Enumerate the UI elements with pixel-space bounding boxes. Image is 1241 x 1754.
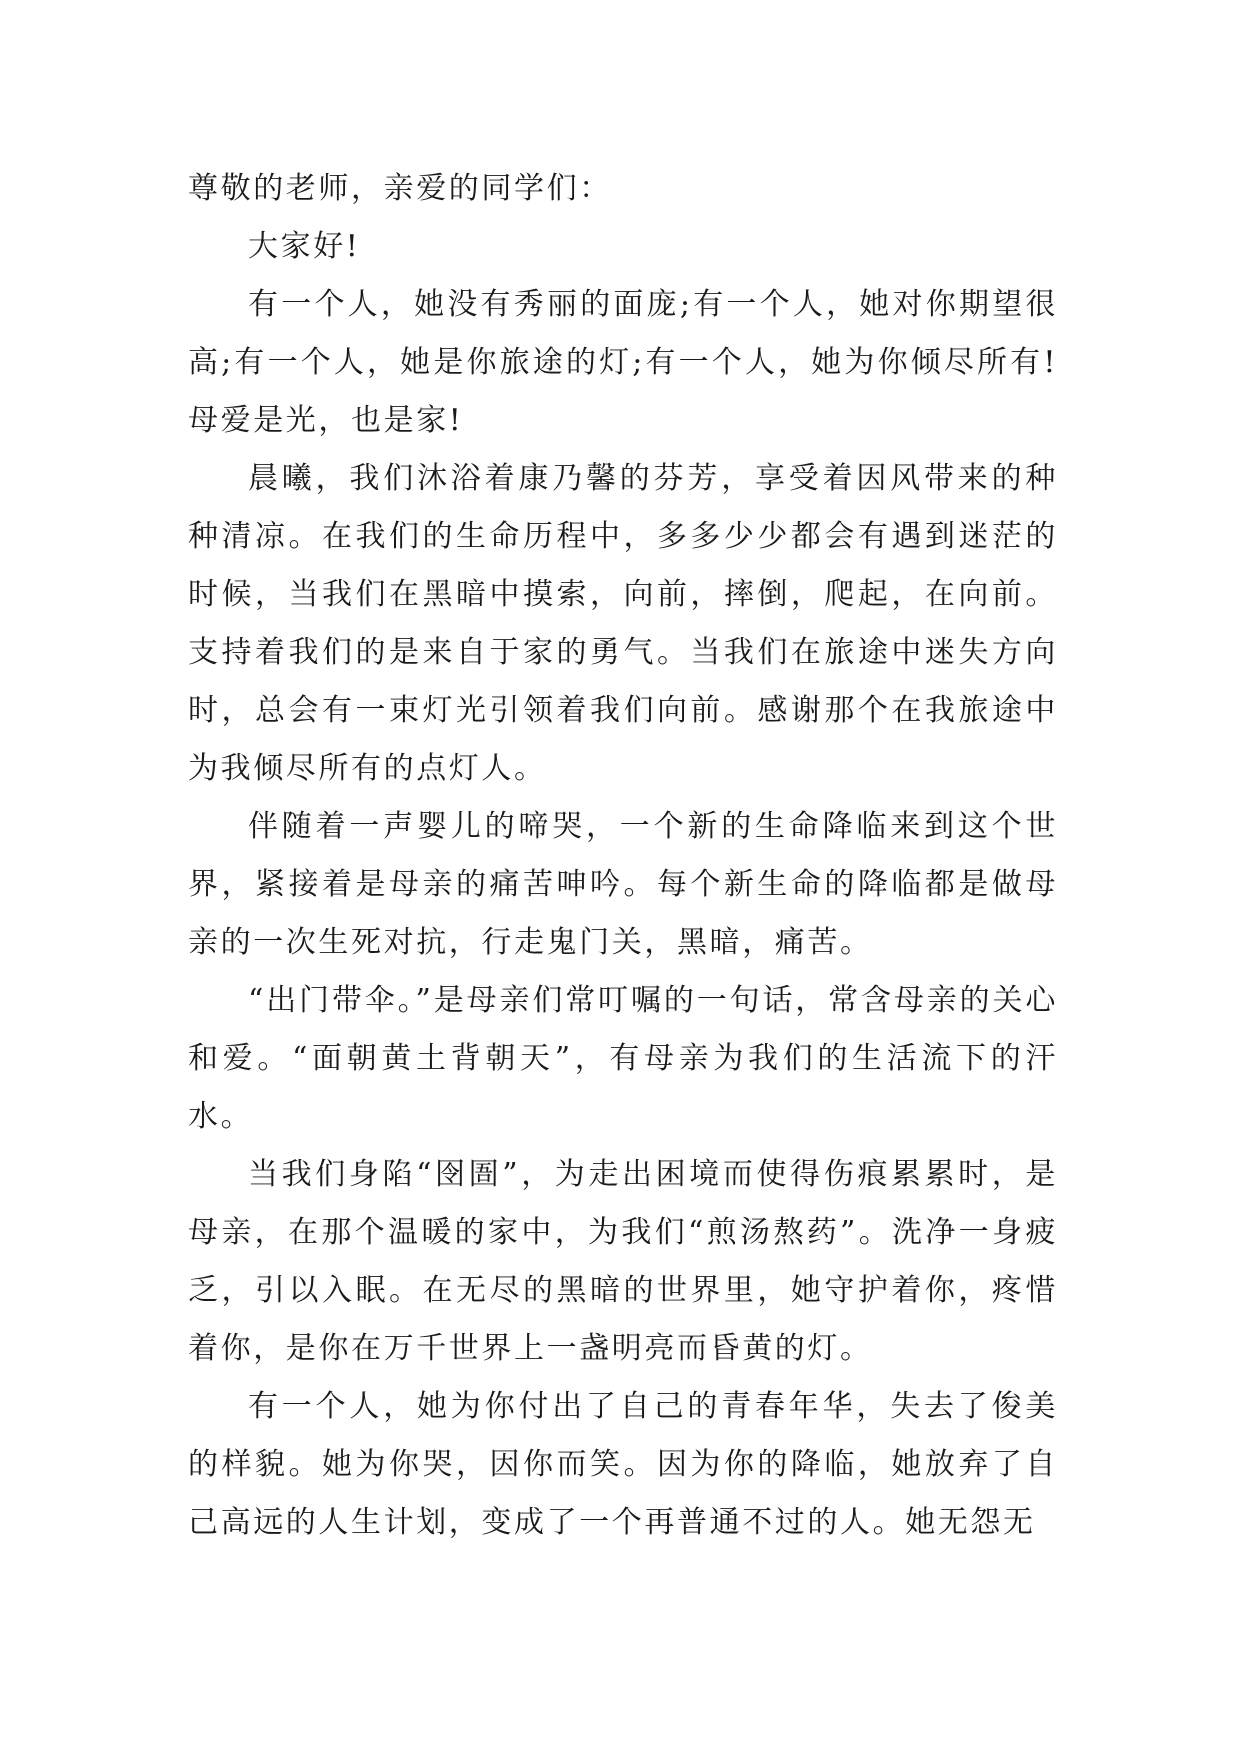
greeting: 大家好! <box>248 229 361 264</box>
paragraph-morning: 晨曦，我们沐浴着康乃馨的芬芳，享受着因风带来的种种清凉。在我们的生命历程中，多多少少都会有遇到迷茫的时候，当我们在黑暗中摸索，向前，摔倒，爬起，在向前。支持着我们的是来自于家的勇气。当我们在旅途中迷失方向时，总会有一束灯光引领着我们向前。感谢那个在我旅途中为我倾尽所有的点灯人。 <box>188 461 1058 786</box>
paragraph-hardship: 当我们身陷“囹圄”，为走出困境而使得伤痕累累时，是母亲，在那个温暖的家中，为我们“煎汤熬药”。洗净一身疲乏，引以入眠。在无尽的黑暗的世界里，她守护着你，疼惜着你，是你在万千世界上一盏明亮而昏黄的灯。 <box>188 1157 1058 1366</box>
speech-body <box>188 160 1058 1552</box>
paragraph-birth: 伴随着一声婴儿的啼哭，一个新的生命降临来到这个世界，紧接着是母亲的痛苦呻吟。每个新生命的降临都是做母亲的一次生死对抗，行走鬼门关，黑暗，痛苦。 <box>188 809 1058 960</box>
paragraph-opening: 有一个人，她没有秀丽的面庞;有一个人，她对你期望很高;有一个人，她是你旅途的灯;有一个人，她为你倾尽所有!母爱是光，也是家! <box>188 287 1058 438</box>
paragraph-umbrella: “出门带伞。”是母亲们常叮嘱的一句话，常含母亲的关心和爱。“面朝黄土背朝天”，有母亲为我们的生活流下的汗水。 <box>188 983 1058 1134</box>
paragraph-sacrifice: 有一个人，她为你付出了自己的青春年华，失去了俊美的样貌。她为你哭，因你而笑。因为你的降临，她放弃了自己高远的人生计划，变成了一个再普通不过的人。她无怨无 <box>188 1389 1058 1540</box>
salutation: 尊敬的老师，亲爱的同学们： <box>188 171 612 206</box>
